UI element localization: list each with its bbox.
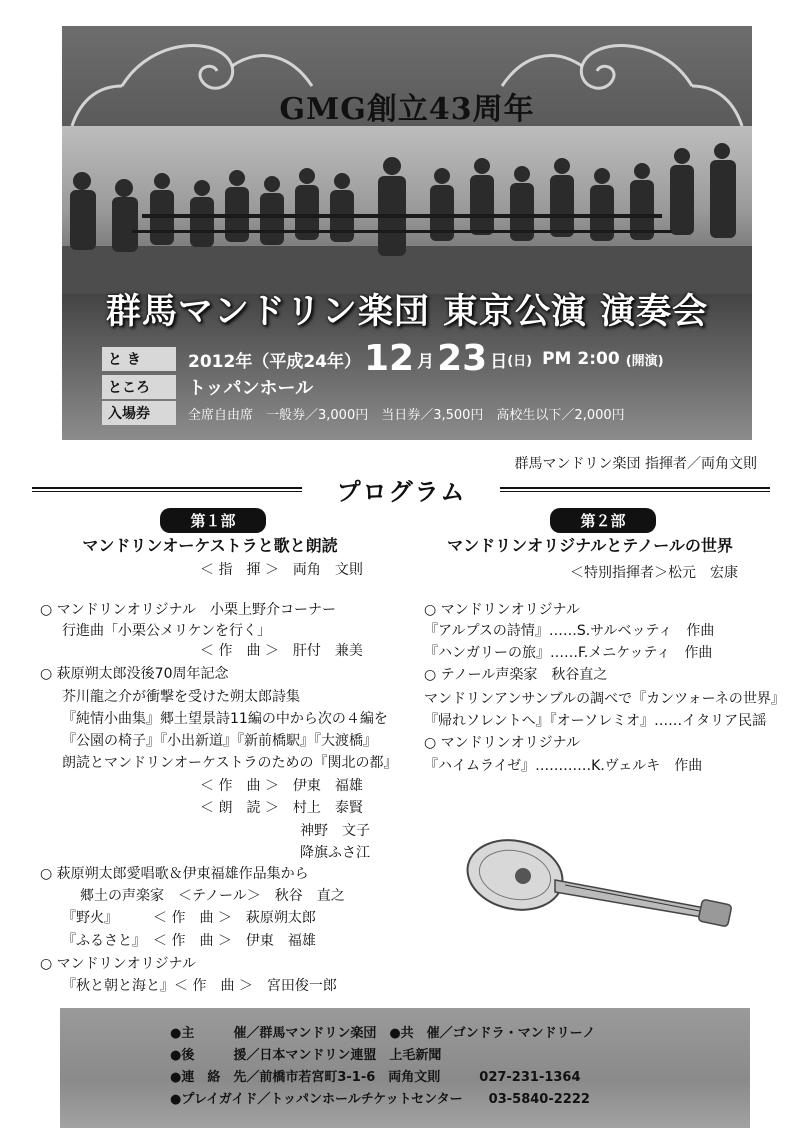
program-heading: プログラム (336, 477, 467, 506)
when-month-unit: 月 (417, 351, 435, 372)
when-weekday: (日) (507, 353, 533, 369)
conductor-line: 群馬マンドリン楽団 指揮者／両角文則 (514, 456, 757, 472)
part1-line: 芥川龍之介が衝撃を受けた朔太郎詩集 (62, 689, 300, 705)
part1-title: マンドリンオーケストラと歌と朗読 (82, 536, 338, 555)
part1-line: ○ 萩原朔太郎没後70周年記念 (40, 666, 229, 682)
part2-line: ○ テノール声楽家 秋谷直之 (424, 667, 608, 683)
footer-line: ●主 催／群馬マンドリン楽団 ●共 催／ゴンドラ・マンドリーノ (170, 1026, 596, 1041)
mandolin-icon (455, 830, 745, 930)
part1-line: 朗読とマンドリンオーケストラのための『関北の都』 (62, 755, 398, 771)
part2-line: ＜特別指揮者＞松元 宏康 (570, 565, 738, 581)
part2-line: マンドリンアンサンブルの調べで『カンツォーネの世界』 (424, 691, 785, 707)
part2-line: 『ハイムライゼ』…………K.ヴェルキ 作曲 (424, 758, 703, 774)
part2-line: 『帰れソレントへ』『オーソレミオ』……イタリア民謡 (424, 713, 767, 729)
where-row (102, 374, 313, 400)
anniversary-title: GMG創立43周年 (279, 92, 535, 127)
when-label: と き (102, 347, 176, 371)
ticket-row (102, 400, 625, 426)
part2-line: ○ マンドリンオリジナル (424, 735, 580, 751)
footer-line: ●後 援／日本マンドリン連盟 上毛新聞 (170, 1048, 442, 1063)
part1-line: ＜ 指 揮 ＞ 両角 文則 (200, 562, 363, 578)
part1-line: ＜ 作 曲 ＞ 伊東 福雄 (200, 778, 363, 794)
part2-title: マンドリンオリジナルとテノールの世界 (447, 536, 733, 555)
part1-line: ○ マンドリンオリジナル 小栗上野介コーナー (40, 602, 336, 618)
part1-line: 『野火』 ＜ 作 曲 ＞ 萩原朔太郎 (62, 910, 316, 926)
part1-line: ○ 萩原朔太郎愛唱歌＆伊東福雄作品集から (40, 866, 309, 882)
part1-line: ＜ 朗 読 ＞ 村上 泰賢 (200, 800, 363, 816)
where-label: ところ (102, 375, 176, 399)
part2-line: 『ハンガリーの旅』……F.メニケッティ 作曲 (424, 645, 713, 661)
when-day-unit: 日 (490, 351, 508, 372)
part2-line: ○ マンドリンオリジナル (424, 602, 580, 618)
part1-line: 降旗ふさ江 (300, 845, 370, 861)
part1-line: 郷土の声楽家 ＜テノール＞ 秋谷 直之 (80, 888, 345, 904)
concert-title: 群馬マンドリン楽団 東京公演 演奏会 (105, 292, 709, 332)
part1-line: 『秋と朝と海と』＜ 作 曲 ＞ 宮田俊一郎 (62, 978, 337, 994)
header-banner (62, 26, 752, 440)
part1-line: 『純情小曲集』郷土望景詩11編の中から次の４編を (62, 711, 388, 727)
when-time: PM 2:00 (542, 349, 620, 369)
part1-line: 神野 文子 (300, 823, 370, 839)
ticket-value: 全席自由席 一般券／3,000円 当日券／3,500円 高校生以下／2,000円 (188, 407, 625, 423)
when-month: 12 (363, 338, 415, 379)
part1-badge: 第１部 (160, 508, 266, 533)
footer-line: ●連 絡 先／前橋市若宮町3-1-6 両角文則 027-231-1364 (170, 1070, 581, 1085)
part2-line: 『アルプスの詩情』……S.サルベッティ 作曲 (424, 623, 715, 639)
orchestra-photo (62, 126, 752, 294)
part2-badge: 第２部 (550, 508, 656, 533)
when-row (102, 338, 664, 379)
when-day: 23 (437, 338, 488, 379)
part1-line: 行進曲「小栗公メリケンを行く」 (62, 623, 272, 639)
footer-line: ●プレイガイド／トッパンホールチケットセンター 03-5840-2222 (170, 1092, 590, 1107)
part1-line: 『ふるさと』 ＜ 作 曲 ＞ 伊東 福雄 (62, 933, 316, 949)
part1-line: ○ マンドリンオリジナル (40, 956, 196, 972)
orchestra-silhouette (62, 126, 752, 294)
when-prefix: 2012年（平成24年） (188, 351, 361, 372)
footer-info (60, 1008, 750, 1128)
part1-line: ＜ 作 曲 ＞ 肝付 兼美 (200, 643, 363, 659)
where-value: トッパンホール (188, 378, 314, 399)
part1-line: 『公園の椅子』『小出新道』『新前橋駅』『大渡橋』 (62, 733, 377, 749)
ticket-label: 入場券 (102, 401, 176, 425)
when-suffix: (開演) (625, 353, 664, 369)
